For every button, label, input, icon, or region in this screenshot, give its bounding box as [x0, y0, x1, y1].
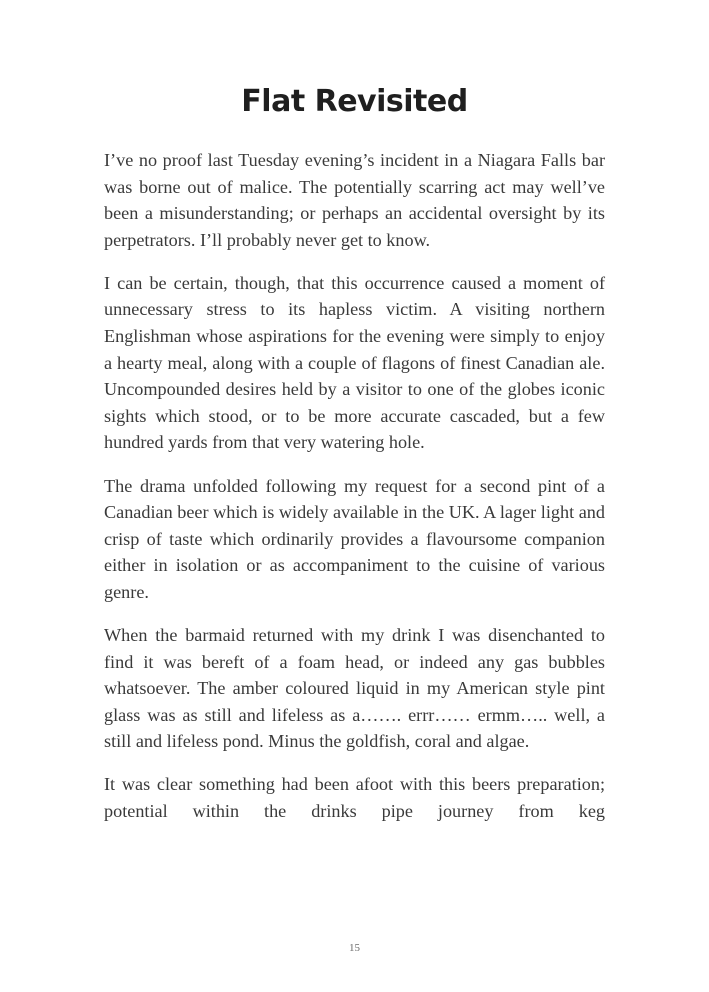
- paragraph: The drama unfolded following my request for a second pint of a Canadian beer which is widely available in the UK. A lager light and crisp of taste which ordinarily provides a flavoursome companion either in isolation or as accompaniment to the cuisine of various genre.: [104, 475, 605, 602]
- paragraph: I can be certain, though, that this occurrence caused a moment of unnecessary stress to its hapless victim. A visiting northern Englishman whose aspirations for the evening were simply to enjoy a hearty meal, along with a couple of flagons of finest Canadian ale. Uncompounded desires held by a visitor to one of the globes iconic sights which stood, or to be more accurate cascaded, but a few hundred yards from that very watering hole.: [104, 272, 605, 453]
- page-number: 15: [349, 942, 360, 954]
- paragraph: It was clear something had been afoot with this beers preparation; potential within the drinks pipe journey from keg: [104, 774, 605, 822]
- page-title: Flat Revisited: [241, 84, 468, 119]
- paragraph: When the barmaid returned with my drink I was disenchanted to find it was bereft of a foam head, or indeed any gas bubbles whatsoever. The amber coloured liquid in my American style pint glass was as still and lifeless as a……. errr…… ermm….. well, a still and lifeless pond. Minus the goldfish, coral and algae.: [104, 625, 605, 752]
- body-text: [104, 147, 605, 841]
- paragraph: I’ve no proof last Tuesday evening’s incident in a Niagara Falls bar was borne out of malice. The potentially scarring act may well’ve been a misunderstanding; or perhaps an accidental oversight by its perpetrators. I’ll probably never get to know.: [104, 150, 605, 250]
